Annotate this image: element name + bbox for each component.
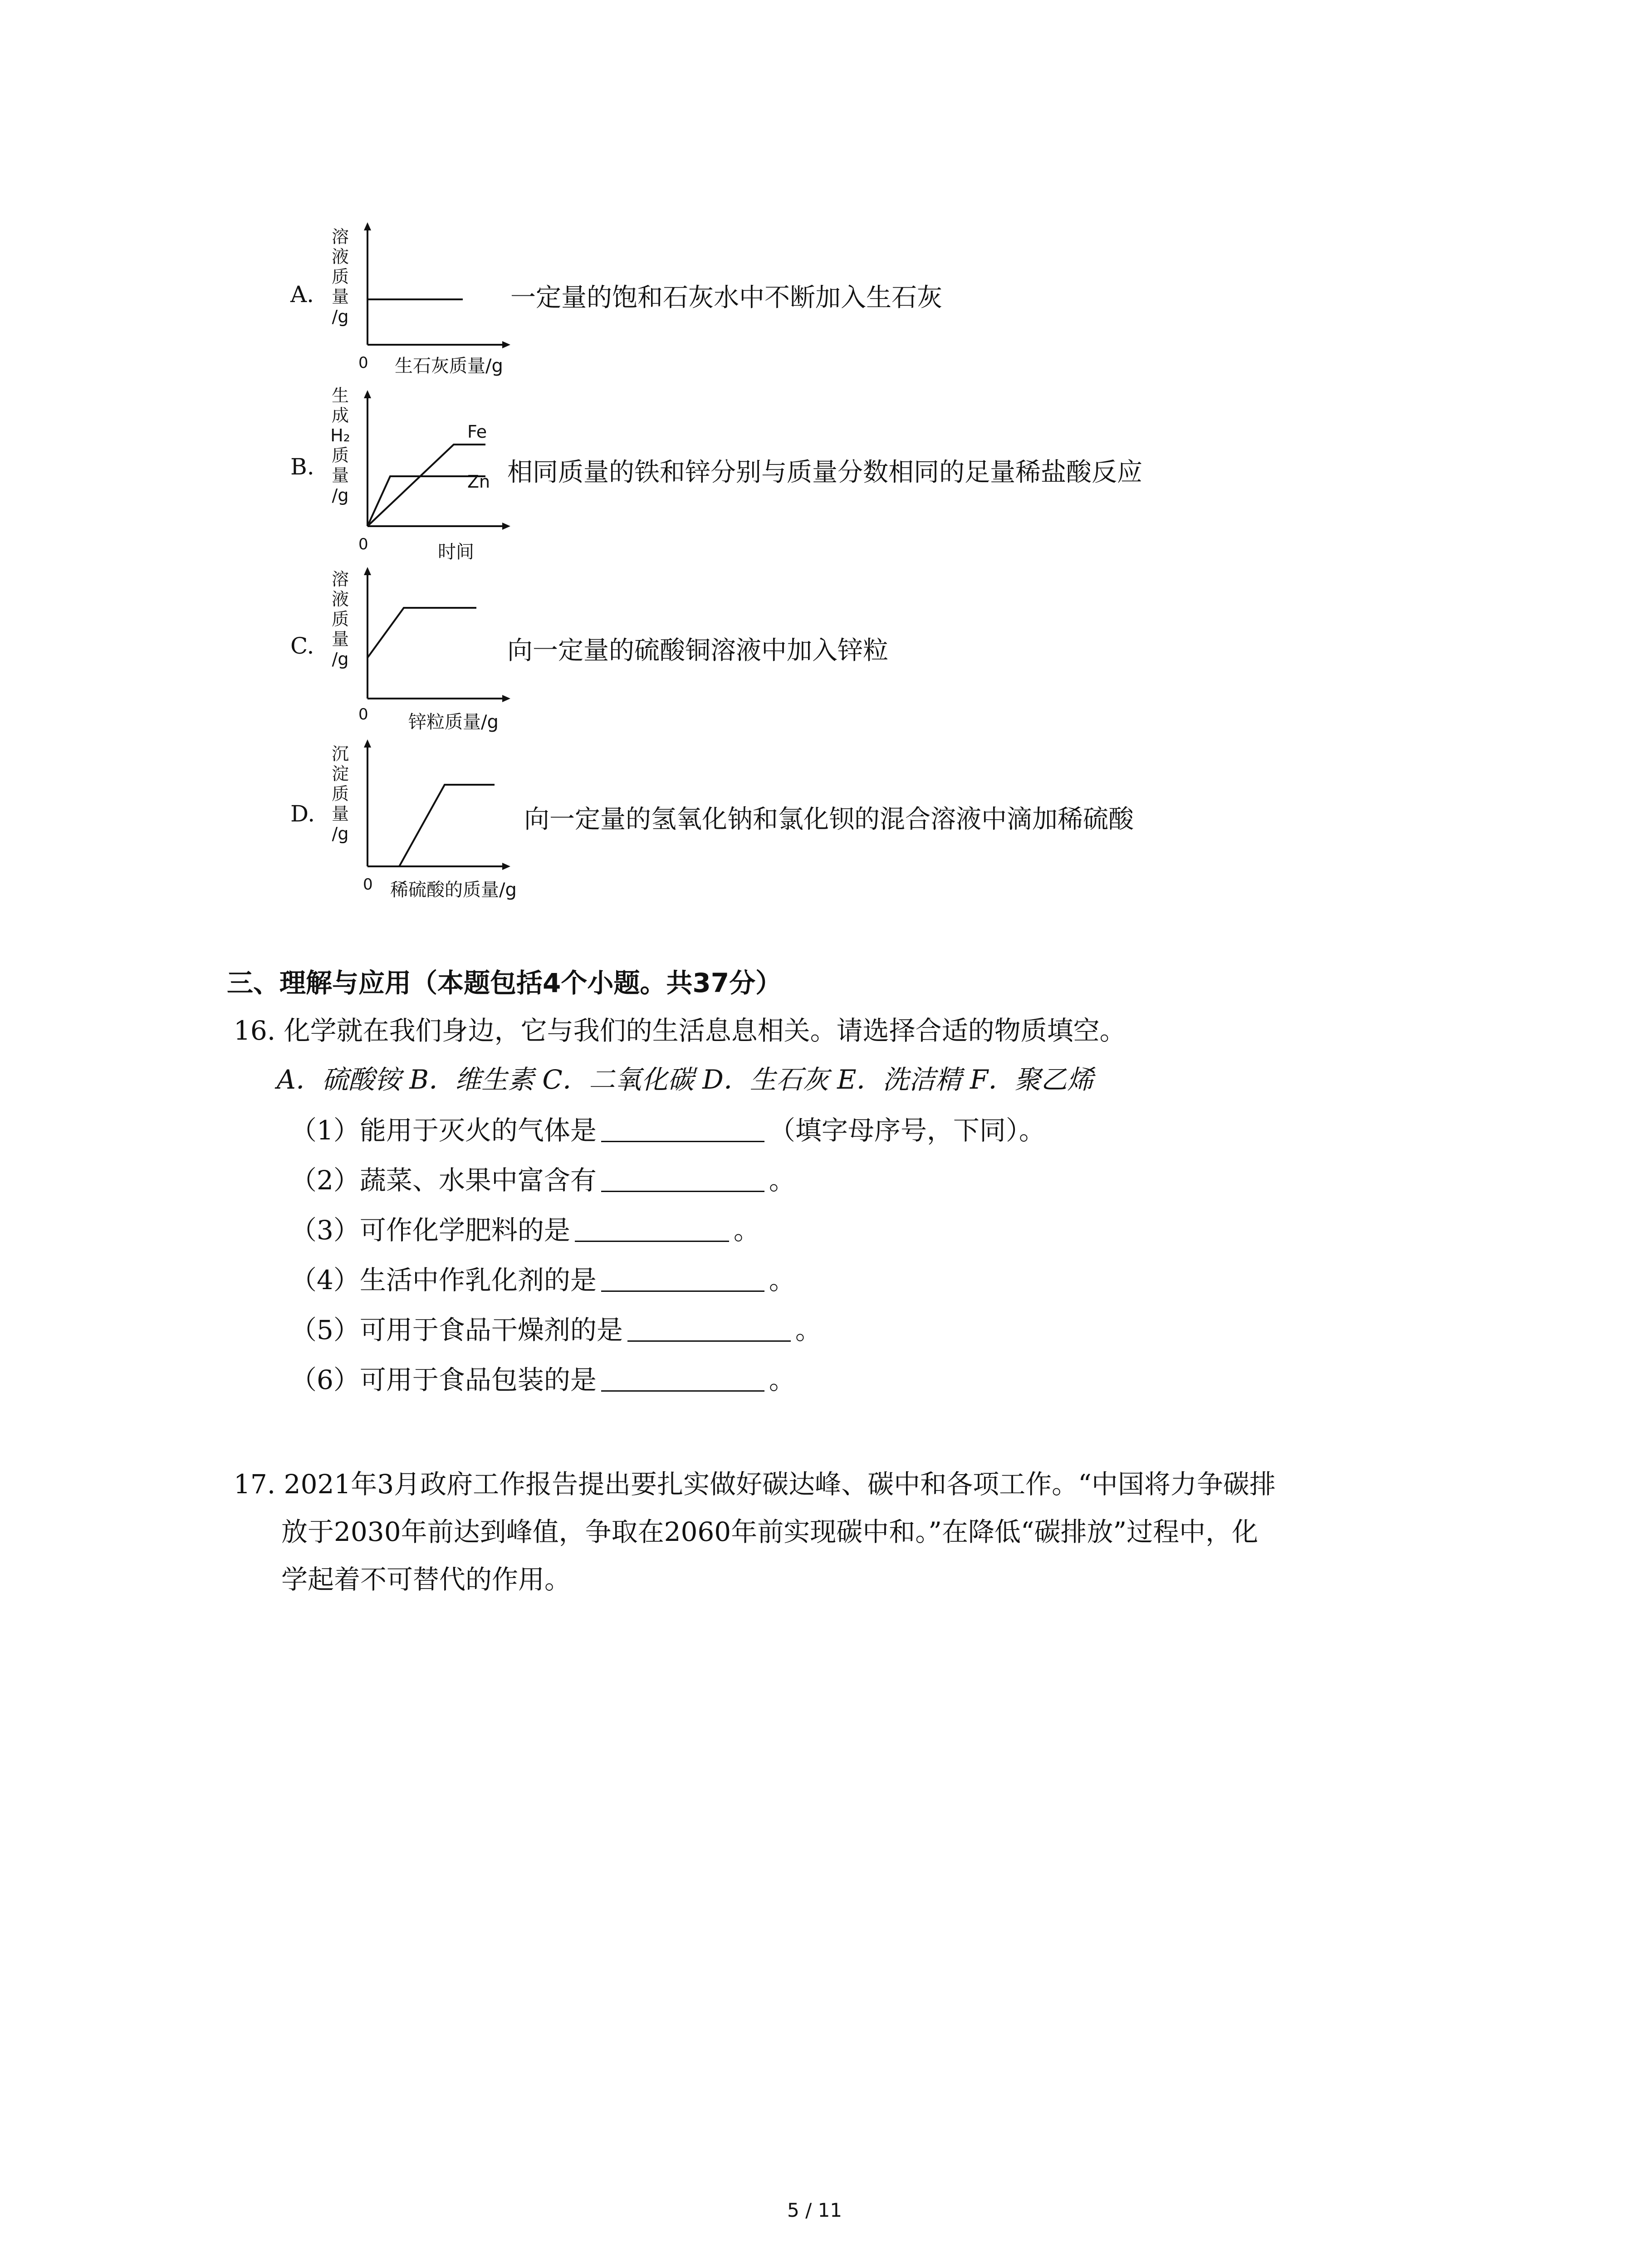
q16-sub-4: （4）生活中作乳化剂的是 。 xyxy=(290,1265,795,1295)
option-d-ylabel: 沉 淀 质 量 /g xyxy=(331,744,349,844)
option-a-ylabel: 溶 液 质 量 /g xyxy=(331,227,349,327)
answer-blank-2[interactable] xyxy=(601,1164,764,1192)
option-a-label: A. xyxy=(290,281,314,308)
option-a-text: 一定量的饱和石灰水中不断加入生石灰 xyxy=(510,283,942,313)
option-d-label: D. xyxy=(290,801,315,827)
answer-blank-1[interactable] xyxy=(601,1114,764,1142)
q16-sub-2: （2）蔬菜、水果中富含有 。 xyxy=(290,1165,795,1196)
option-d-graph xyxy=(354,739,517,871)
option-c-graph xyxy=(354,567,517,703)
option-c-origin: 0 xyxy=(358,705,368,723)
q17-line-1: 17. 2021年3月政府工作报告提出要扎实做好碳达峰、碳中和各项工作。“中国将力争碳排 xyxy=(234,1469,1276,1500)
option-a-xlabel: 生石灰质量/g xyxy=(395,356,503,376)
option-d-origin: 0 xyxy=(363,875,373,894)
q16-sub-5: （5）可用于食品干燥剂的是 。 xyxy=(290,1315,822,1345)
answer-blank-6[interactable] xyxy=(601,1364,764,1392)
section-title: 三、理解与应用（本题包括4个小题。共37分） xyxy=(227,968,782,998)
option-a-origin: 0 xyxy=(358,354,368,372)
q17-line-2: 放于2030年前达到峰值，争取在2060年前实现碳中和。”在降低“碳排放”过程中，化 xyxy=(281,1516,1259,1547)
option-b-text: 相同质量的铁和锌分别与质量分数相同的足量稀盐酸反应 xyxy=(507,458,1142,487)
option-b-ylabel: 生 成 H₂ 质 量 /g xyxy=(330,386,350,505)
option-c-ylabel: 溶 液 质 量 /g xyxy=(331,569,349,669)
option-a-graph xyxy=(354,222,517,354)
q16-choices: A．硫酸铵 B．维生素 C．二氧化碳 D．生石灰 E．洗洁精 F．聚乙烯 xyxy=(277,1064,1094,1095)
option-c-text: 向一定量的硫酸铜溶液中加入锌粒 xyxy=(507,636,888,665)
q17-line-3: 学起着不可替代的作用。 xyxy=(281,1564,571,1595)
answer-blank-5[interactable] xyxy=(627,1314,791,1342)
option-d-text: 向一定量的氢氧化钠和氯化钡的混合溶液中滴加稀硫酸 xyxy=(524,805,1134,834)
q16-sub-1: （1）能用于灭火的气体是 （填字母序号，下同）。 xyxy=(290,1115,1045,1146)
option-c-label: C. xyxy=(290,633,314,659)
answer-blank-3[interactable] xyxy=(575,1214,729,1242)
answer-blank-4[interactable] xyxy=(601,1264,764,1292)
q16-sub-3: （3）可作化学肥料的是 。 xyxy=(290,1215,760,1246)
option-b-label: B. xyxy=(290,454,314,480)
q16-sub-6: （6）可用于食品包装的是 。 xyxy=(290,1364,795,1395)
series-fe-label: Fe xyxy=(467,422,487,442)
option-b-origin: 0 xyxy=(358,535,368,553)
option-b-graph xyxy=(354,390,517,535)
option-b-xlabel: 时间 xyxy=(438,542,474,562)
option-d-xlabel: 稀硫酸的质量/g xyxy=(390,880,517,900)
option-c-xlabel: 锌粒质量/g xyxy=(408,712,499,733)
q16-stem: 16. 化学就在我们身边，它与我们的生活息息相关。请选择合适的物质填空。 xyxy=(234,1015,1126,1046)
page-number: 5 / 11 xyxy=(787,2199,843,2221)
series-zn-label: Zn xyxy=(467,472,490,492)
